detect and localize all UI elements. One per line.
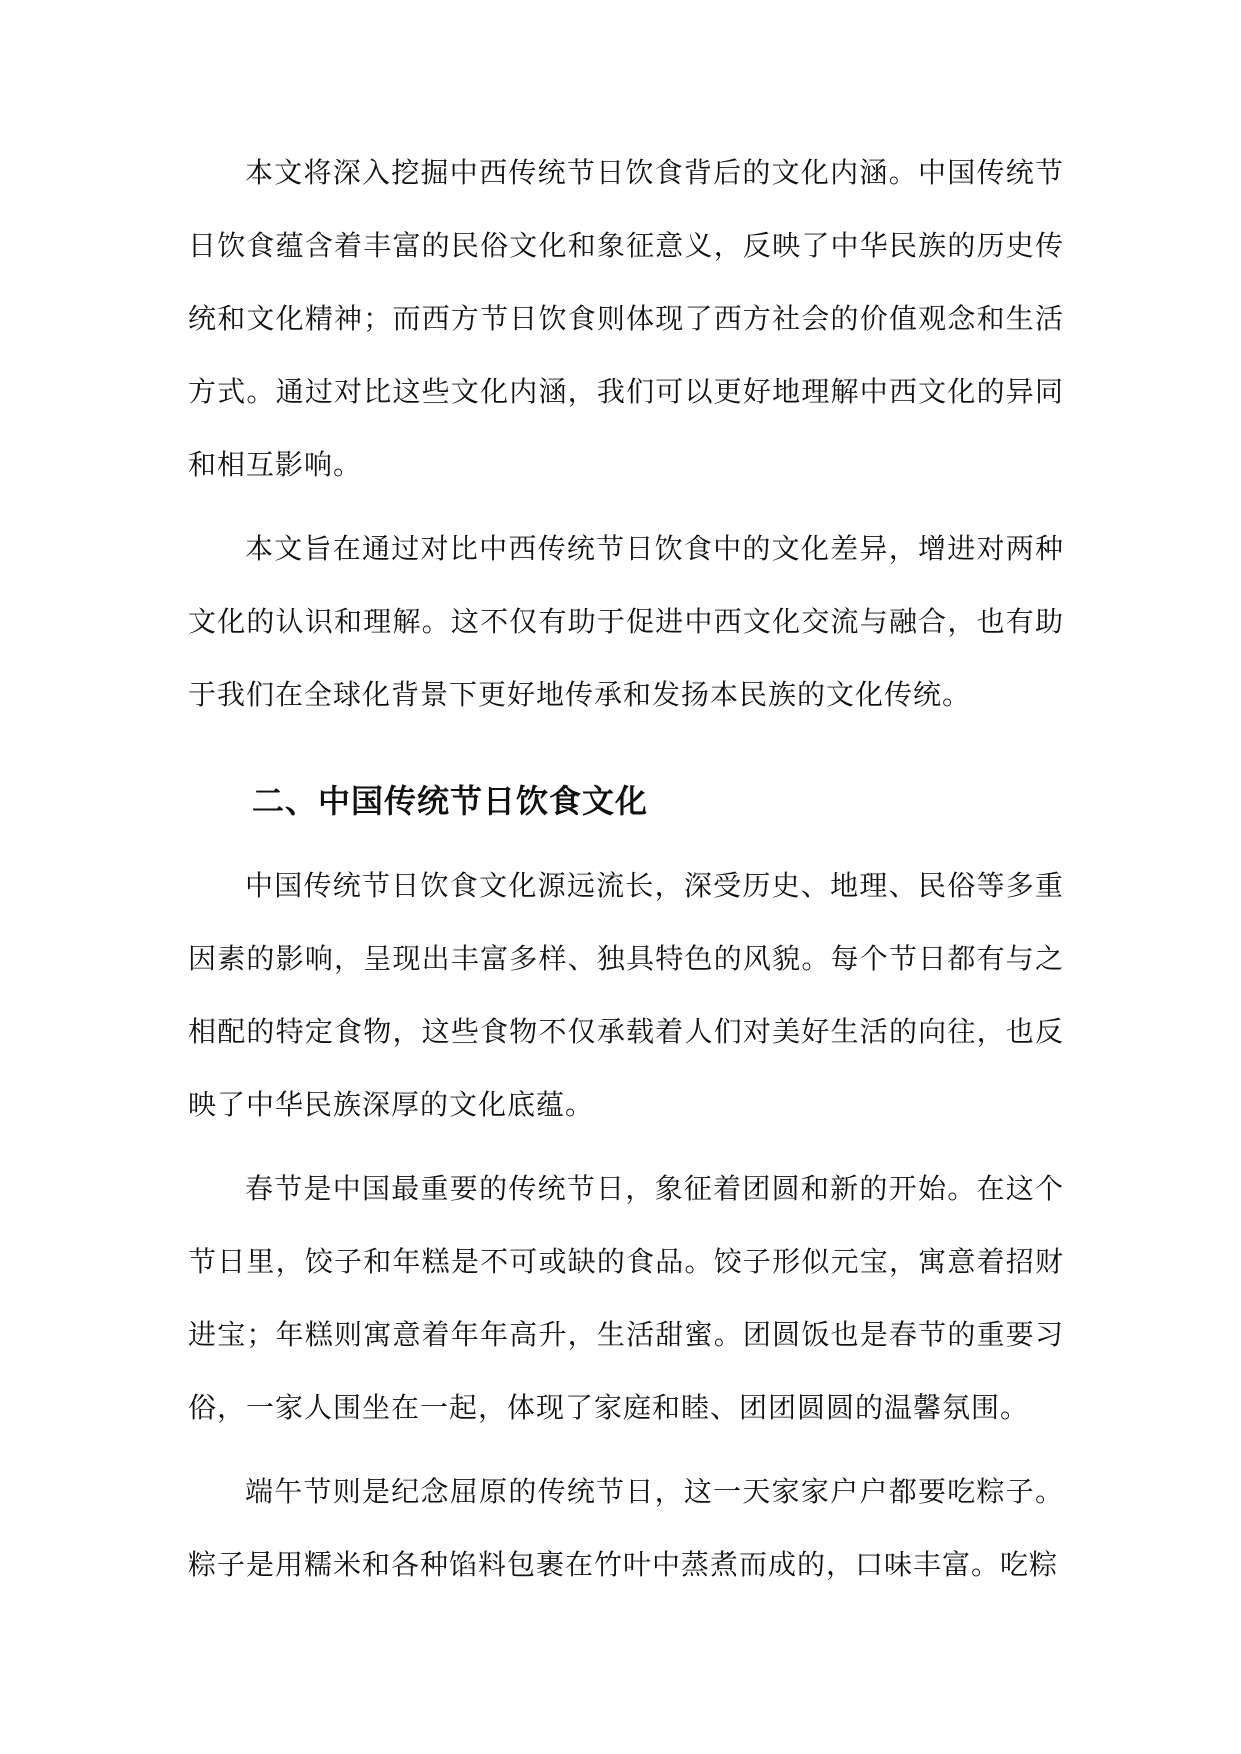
section-paragraph-3: 端午节则是纪念屈原的传统节日，这一天家家户户都要吃粽子。粽子是用糯米和各种馅料包裹在竹叶中蒸煮而成的，口味丰富。吃粽	[188, 1475, 1064, 1581]
intro-paragraph-2: 本文旨在通过对比中西传统节日饮食中的文化差异，增进对两种文化的认识和理解。这不仅有助于促进中西文化交流与融合，也有助于我们在全球化背景下更好地传承和发扬本民族的文化传统。	[188, 532, 1064, 711]
section-heading: 二、中国传统节日饮食文化	[252, 782, 649, 820]
section-paragraph-1: 中国传统节日饮食文化源远流长，深受历史、地理、民俗等多重因素的影响，呈现出丰富多样、独具特色的风貌。每个节日都有与之相配的特定食物，这些食物不仅承载着人们对美好生活的向往，也反映了中华民族深厚的文化底蕴。	[188, 869, 1064, 1121]
document-body	[188, 136, 1064, 1612]
intro-paragraph-1: 本文将深入挖掘中西传统节日饮食背后的文化内涵。中国传统节日饮食蕴含着丰富的民俗文化和象征意义，反映了中华民族的历史传统和文化精神；而西方节日饮食则体现了西方社会的价值观念和生活方式。通过对比这些文化内涵，我们可以更好地理解中西文化的异同和相互影响。	[188, 156, 1064, 481]
section-paragraph-2: 春节是中国最重要的传统节日，象征着团圆和新的开始。在这个节日里，饺子和年糕是不可或缺的食品。饺子形似元宝，寓意着招财进宝；年糕则寓意着年年高升，生活甜蜜。团圆饭也是春节的重要习俗，一家人围坐在一起，体现了家庭和睦、团团圆圆的温馨氛围。	[188, 1172, 1064, 1424]
